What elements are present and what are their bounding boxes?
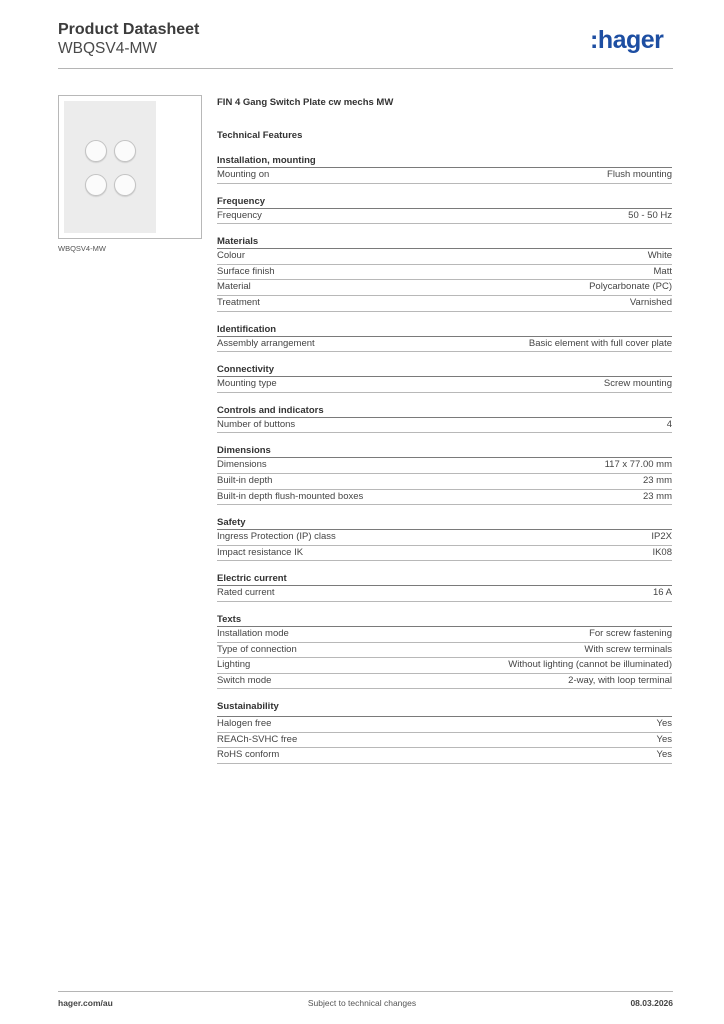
page-subtitle: WBQSV4-MW	[58, 40, 158, 57]
svg-text::hager: :hager	[590, 26, 664, 54]
spec-row	[217, 643, 672, 659]
section-heading: Materials	[217, 235, 672, 249]
spec-row	[217, 717, 672, 733]
features-heading: Technical Features	[217, 130, 303, 141]
section-heading: Texts	[217, 613, 672, 627]
spec-label: Mounting on	[217, 169, 270, 180]
spec-label: Mounting type	[217, 378, 277, 390]
image-caption: WBQSV4-MW	[58, 244, 106, 253]
footer-date: 08.03.2026	[630, 998, 673, 1008]
spec-value: 4	[666, 418, 672, 430]
spec-section	[217, 323, 672, 353]
spec-section	[217, 195, 672, 225]
spec-value: Yes	[656, 749, 672, 761]
spec-value: Yes	[656, 733, 672, 745]
switch-button	[85, 174, 107, 196]
spec-value: 23 mm	[642, 490, 672, 502]
spec-section	[217, 613, 672, 689]
spec-value: IP2X	[651, 531, 672, 543]
spec-value: Varnished	[629, 296, 672, 308]
section-heading: Installation, mounting	[217, 154, 672, 168]
spec-row	[217, 265, 672, 281]
spec-row	[217, 490, 672, 506]
spec-row	[217, 296, 672, 312]
spec-label: Built-in depth flush-mounted boxes	[217, 490, 364, 502]
product-image	[58, 95, 202, 239]
spec-label: Colour	[217, 250, 245, 262]
spec-row	[217, 586, 672, 602]
spec-label: Assembly arrangement	[217, 337, 315, 349]
spec-content	[217, 96, 672, 764]
section-heading: Sustainability	[217, 700, 672, 717]
spec-row	[217, 474, 672, 490]
spec-label: Frequency	[217, 209, 262, 221]
spec-value: IK08	[652, 546, 672, 558]
spec-label: REACh-SVHC free	[217, 733, 298, 745]
section-heading: Identification	[217, 323, 672, 337]
spec-row	[217, 209, 672, 225]
spec-label: Surface finish	[217, 265, 275, 277]
spec-value: For screw fastening	[589, 627, 672, 639]
switch-button	[114, 174, 136, 196]
spec-label: Rated current	[217, 587, 275, 599]
spec-row	[217, 337, 672, 353]
spec-row	[217, 733, 672, 749]
page-title: Product Datasheet	[58, 21, 200, 38]
footer-divider	[58, 991, 673, 992]
switch-plate	[64, 101, 156, 233]
spec-label: Lighting	[217, 659, 251, 671]
spec-value: 50 - 50 Hz	[628, 209, 672, 221]
spec-row	[217, 658, 672, 674]
spec-row	[217, 418, 672, 434]
section-heading: Controls and indicators	[217, 404, 672, 418]
spec-row	[217, 530, 672, 546]
spec-row	[217, 674, 672, 690]
spec-section	[217, 516, 672, 561]
section-heading: Connectivity	[217, 363, 672, 377]
header-divider	[58, 68, 673, 69]
spec-label: Installation mode	[217, 627, 289, 639]
spec-value: White	[647, 250, 672, 262]
spec-label: RoHS conform	[217, 749, 280, 761]
spec-label: Switch mode	[217, 674, 272, 686]
switch-button	[114, 140, 136, 162]
spec-label: Halogen free	[217, 718, 272, 730]
spec-value: 23 mm	[642, 474, 672, 486]
footer-website: hager.com/au	[58, 998, 113, 1008]
spec-label: Ingress Protection (IP) class	[217, 531, 336, 543]
hager-logo	[590, 26, 674, 56]
spec-value: Flush mounting	[607, 169, 672, 180]
spec-label: Impact resistance IK	[217, 546, 304, 558]
spec-value: 16 A	[652, 587, 672, 599]
spec-value: Screw mounting	[603, 378, 672, 390]
spec-row	[217, 168, 672, 184]
spec-section	[217, 363, 672, 393]
switch-button	[85, 140, 107, 162]
footer-disclaimer: Subject to technical changes	[307, 998, 417, 1008]
spec-value: Yes	[656, 718, 672, 730]
spec-label: Dimensions	[217, 459, 267, 471]
spec-label: Number of buttons	[217, 418, 296, 430]
spec-label: Built-in depth	[217, 474, 273, 486]
spec-row	[217, 458, 672, 474]
section-heading: Dimensions	[217, 444, 672, 458]
spec-section	[217, 235, 672, 311]
spec-value: Without lighting (cannot be illuminated)	[508, 659, 672, 671]
spec-value: 117 x 77.00 mm	[604, 459, 672, 471]
spec-value: Basic element with full cover plate	[528, 337, 672, 349]
spec-row	[217, 249, 672, 265]
spec-value: 2-way, with loop terminal	[568, 674, 672, 686]
section-heading: Electric current	[217, 572, 672, 586]
spec-value: Matt	[653, 265, 672, 277]
spec-value: Polycarbonate (PC)	[589, 281, 672, 293]
product-title: FIN 4 Gang Switch Plate cw mechs MW	[217, 97, 394, 108]
spec-value: With screw terminals	[584, 643, 672, 655]
spec-label: Type of connection	[217, 643, 297, 655]
spec-row	[217, 748, 672, 764]
spec-row	[217, 280, 672, 296]
spec-row	[217, 377, 672, 393]
spec-section	[217, 572, 672, 602]
spec-label: Treatment	[217, 296, 260, 308]
spec-section	[217, 404, 672, 434]
spec-section	[217, 700, 672, 764]
spec-row	[217, 546, 672, 562]
section-heading: Frequency	[217, 195, 672, 209]
spec-section	[217, 444, 672, 505]
spec-section	[217, 154, 672, 184]
spec-sections	[217, 154, 672, 764]
spec-label: Material	[217, 281, 251, 293]
spec-row	[217, 627, 672, 643]
section-heading: Safety	[217, 516, 672, 530]
